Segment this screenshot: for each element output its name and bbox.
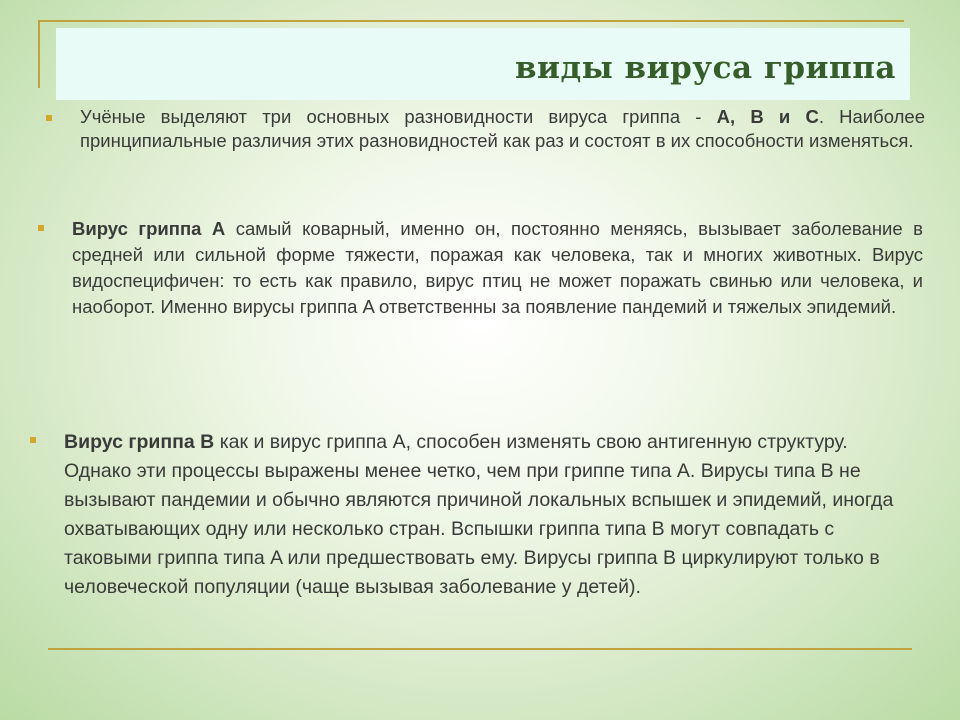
bullet-text-virus-b xyxy=(64,428,916,602)
decorative-top-line xyxy=(38,20,904,22)
bullet-3-bold: Вирус гриппа B xyxy=(64,431,215,453)
bullet-marker-icon xyxy=(30,437,36,443)
bullet-1-bold: A, B и C xyxy=(716,106,819,127)
bullet-2-bold: Вирус гриппа A xyxy=(72,218,226,239)
slide-title: виды вируса гриппа xyxy=(515,50,896,86)
decorative-bottom-line xyxy=(48,648,912,650)
bullet-marker-icon xyxy=(38,225,44,231)
bullet-1-text-after: . Наиболее принципиальные различия этих разновидностей как раз и состоят в их способности изменяться. xyxy=(80,106,925,151)
bullet-1-text-before: Учёные выделяют три основных разновидности вируса гриппа - xyxy=(80,106,717,127)
bullet-text-virus-a xyxy=(72,216,923,320)
decorative-left-line xyxy=(38,20,40,88)
bullet-marker-icon xyxy=(46,115,52,121)
bullet-2-text-after: самый коварный, именно он, постоянно меняясь, вызывает заболевание в средней или сильной форме тяжести, поражая как человека, так и многих животных. Вирус видоспецифичен: то есть как правило, вирус птиц не может поражать свинью или человека, и наоборот. Именно вирусы гриппа A ответственны за появление пандемий и тяжелых эпидемий. xyxy=(72,218,923,317)
bullet-3-text-after: как и вирус гриппа А, способен изменять свою антигенную структуру. Однако эти процессы выражены менее четко, чем при гриппе типа А. Вирусы типа В не вызывают пандемии и обычно являются причиной локальных вспышек и эпидемий, иногда охватывающих одну или несколько стран. Вспышки гриппа типа В могут совпадать с таковыми гриппа типа A или предшествовать ему. Вирусы гриппа B циркулируют только в человеческой популяции (чаще вызывая заболевание у детей). xyxy=(64,431,894,598)
bullet-text-types xyxy=(80,105,925,153)
title-box xyxy=(56,28,910,100)
